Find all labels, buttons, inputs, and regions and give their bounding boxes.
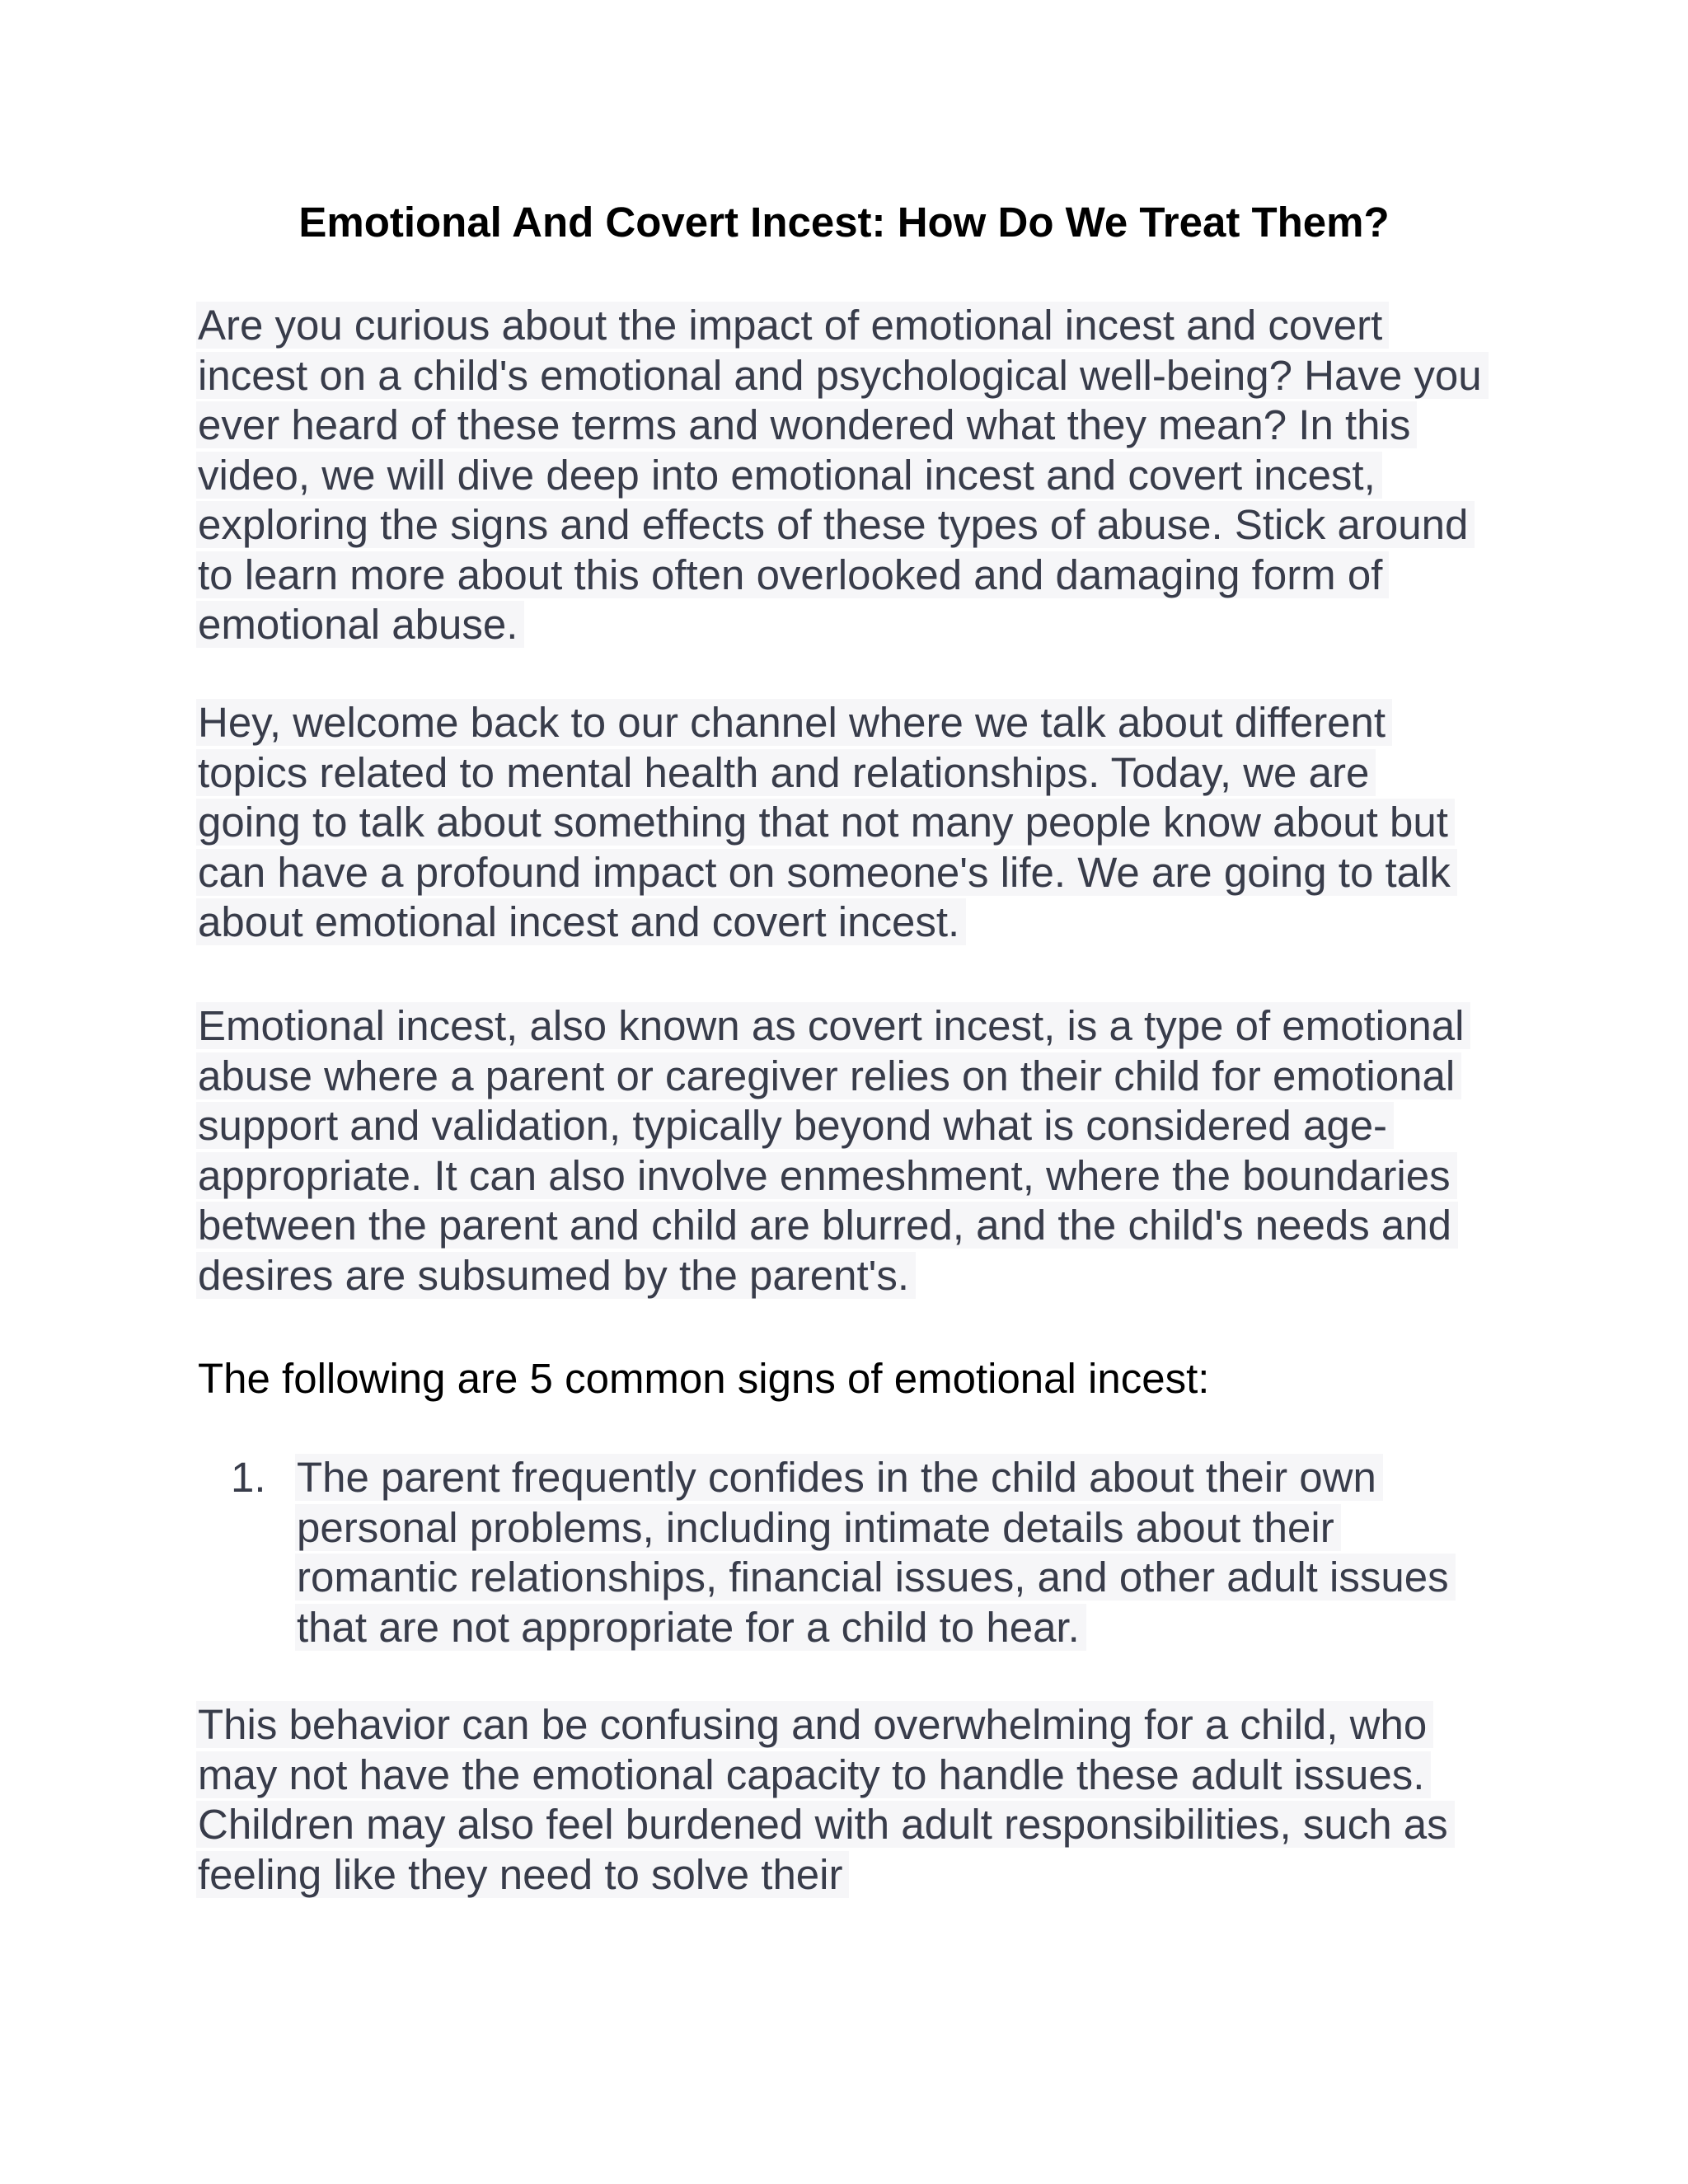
signs-intro: The following are 5 common signs of emotional incest: <box>198 1355 1210 1402</box>
intro-paragraph-text: Are you curious about the impact of emotional incest and covert incest on a child's emotional and psychological well-being? Have you ever heard of these terms and wondered what they mean? In this video, we will dive deep into emotional incest and covert incest, exploring the signs and effects of these types of abuse. Stick around to learn more about this often overlooked and damaging form of emotional abuse. <box>196 302 1489 648</box>
definition-paragraph <box>198 1001 1484 1301</box>
list-item-number: 1. <box>231 1454 266 1501</box>
closing-paragraph-text: This behavior can be confusing and overwhelming for a child, who may not have the emotional capacity to handle these adult issues. Children may also feel burdened with adult responsibilities, such as feeling like they need to solve their <box>196 1701 1455 1898</box>
closing-paragraph <box>198 1700 1451 1900</box>
definition-paragraph-text: Emotional incest, also known as covert incest, is a type of emotional abuse where a parent or caregiver relies on their child for emotional support and validation, typically beyond what is considered age-appropriate. It can also involve enmeshment, where the boundaries between the parent and child are blurred, and the child's needs and desires are subsumed by the parent's. <box>196 1002 1470 1299</box>
list-item <box>297 1453 1467 1652</box>
document-title: Emotional And Covert Incest: How Do We Treat Them? <box>298 199 1390 246</box>
list-item-text: The parent frequently confides in the child about their own personal problems, including intimate details about their romantic relationships, financial issues, and other adult issues that are not appropriate for a child to hear. <box>295 1454 1456 1651</box>
intro-paragraph <box>198 301 1492 650</box>
welcome-paragraph <box>198 698 1484 948</box>
welcome-paragraph-text: Hey, welcome back to our channel where we talk about different topics related to mental health and relationships. Today, we are going to talk about something that not many people know about but can have a profound impact on someone's life. We are going to talk about emotional incest and covert incest. <box>196 699 1457 945</box>
